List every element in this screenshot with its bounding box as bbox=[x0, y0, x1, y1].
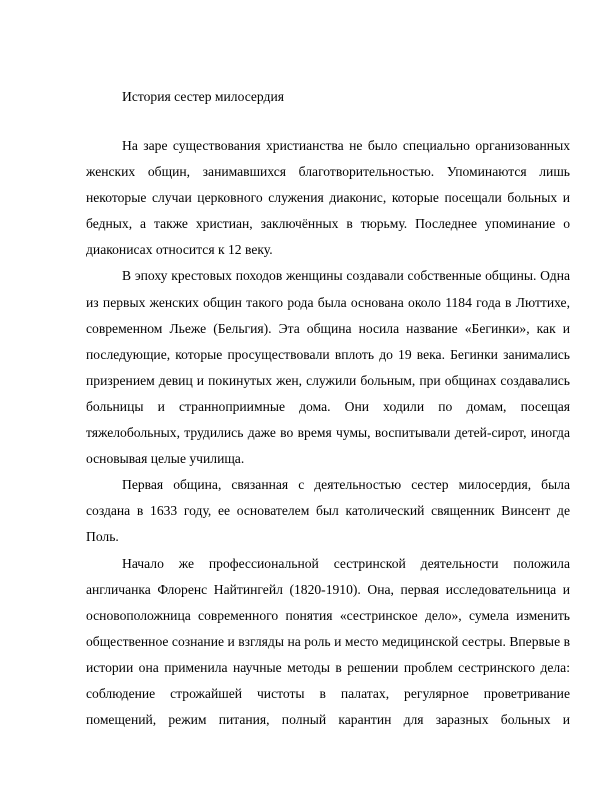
paragraph-nightingale: Начало же профессиональной сестринской деятельности положила англичанка Флоренс Найтингейл (1820-1910). Она, первая исследовательница и основоположница современного понятия «сестринское дело», сумела изменить общественное сознание и взгляды на роль и место медицинской сестры. Впервые в истории она применила научные методы в решении проблем сестринского дела: соблюдение строжайшей чистоты в палатах, регулярное проветривание помещений, режим питания, полный карантин для заразных больных и bbox=[86, 555, 570, 728]
document-body bbox=[86, 133, 570, 733]
paragraph-deaconesses: На заре существования христианства не было специально организованных женских общин, занимавшихся благотворительностью. Упоминаются лишь некоторые случаи церковного служения диаконис, которые посещали больных и бедных, а также христиан, заключённых в тюрьму. Последнее упоминание о диаконисах относится к 12 веку. bbox=[86, 138, 570, 258]
paragraph-beguines: В эпоху крестовых походов женщины создавали собственные общины. Одна из первых женских общин такого рода была основана около 1184 года в Люттихе, современном Льеже (Бельгия). Эта община носила название «Бегинки», как и последующие, которые просуществовали вплоть до 19 века. Бегинки занимались призрением девиц и покинутых жен, служили больным, при общинах создавались больницы и странноприимные дома. Они ходили по домам, посещая тяжелобольных, трудились даже во время чумы, воспитывали детей-сирот, иногда основывая целые училища. bbox=[86, 268, 570, 467]
paragraph-first-community: Первая община, связанная с деятельностью сестер милосердия, была создана в 1633 году, ее основателем был католический священник Винсент де Поль. bbox=[86, 477, 570, 545]
document-title: История сестер милосердия bbox=[122, 89, 284, 104]
